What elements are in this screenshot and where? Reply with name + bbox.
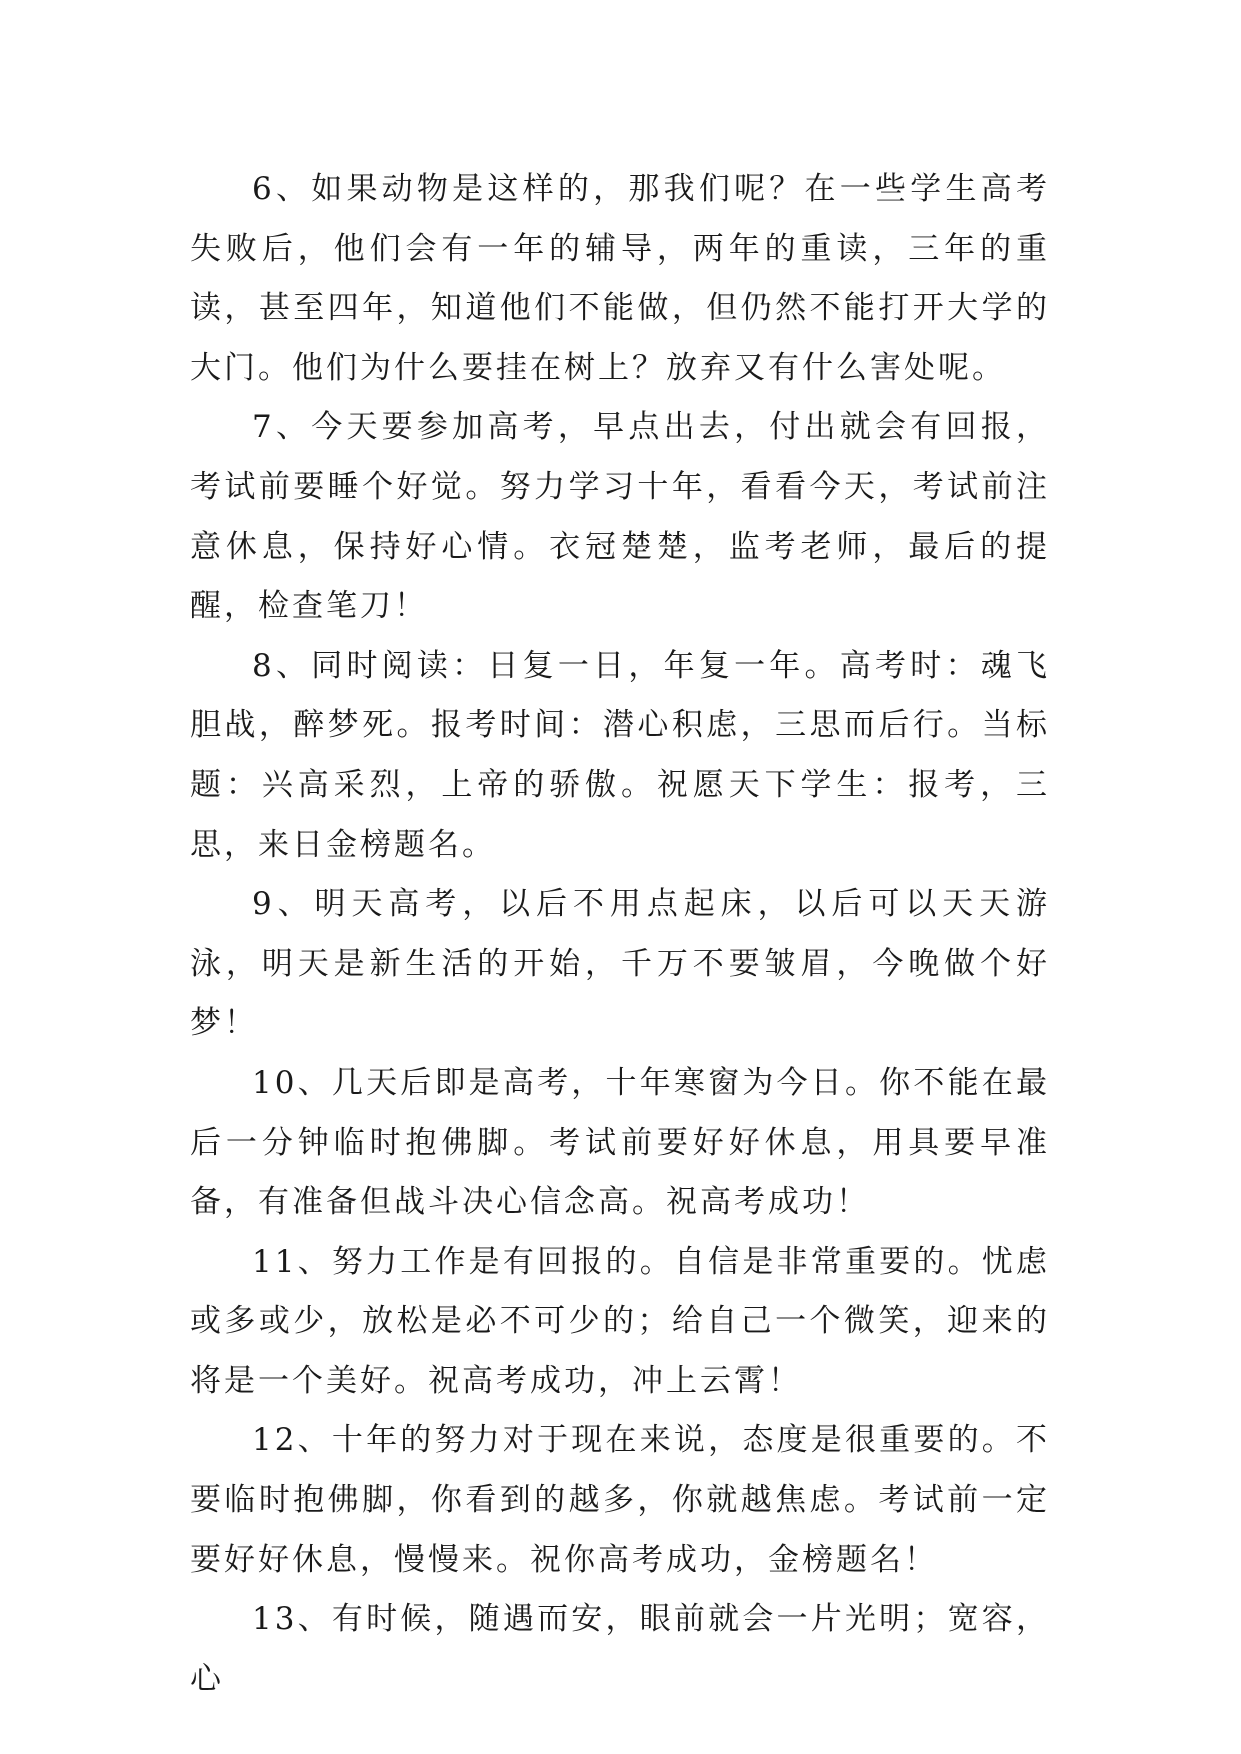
paragraph-13: 13、有时候，随遇而安，眼前就会一片光明；宽容，心 — [190, 1601, 1050, 1697]
paragraph-11: 11、努力工作是有回报的。自信是非常重要的。忧虑或多或少，放松是必不可少的；给自己一个微笑，迎来的将是一个美好。祝高考成功，冲上云霄！ — [190, 1243, 1050, 1399]
paragraph-10: 10、几天后即是高考，十年寒窗为今日。你不能在最后一分钟临时抱佛脚。考试前要好好休息，用具要早准备，有准备但战斗决心信念高。祝高考成功！ — [190, 1064, 1050, 1221]
paragraph-7: 7、今天要参加高考，早点出去，付出就会有回报，考试前要睡个好觉。努力学习十年，看看今天，考试前注意休息，保持好心情。衣冠楚楚，监考老师，最后的提醒，检查笔刀！ — [190, 409, 1050, 625]
paragraph-6: 6、如果动物是这样的，那我们呢？在一些学生高考失败后，他们会有一年的辅导，两年的重读，三年的重读，甚至四年，知道他们不能做，但仍然不能打开大学的大门。他们为什么要挂在树上？放弃又有什么害处呢。 — [190, 171, 1050, 386]
paragraph-12: 12、十年的努力对于现在来说，态度是很重要的。不要临时抱佛脚，你看到的越多，你就越焦虑。考试前一定要好好休息，慢慢来。祝你高考成功，金榜题名！ — [190, 1422, 1050, 1578]
paragraph-9: 9、明天高考，以后不用点起床，以后可以天天游泳，明天是新生活的开始，千万不要皱眉，今晚做个好梦！ — [190, 886, 1050, 1042]
document-page — [190, 160, 1050, 1709]
paragraph-8: 8、同时阅读：日复一日，年复一年。高考时：魂飞胆战，醉梦死。报考时间：潜心积虑，三思而后行。当标题：兴高采烈，上帝的骄傲。祝愿天下学生：报考，三思，来日金榜题名。 — [190, 647, 1050, 863]
